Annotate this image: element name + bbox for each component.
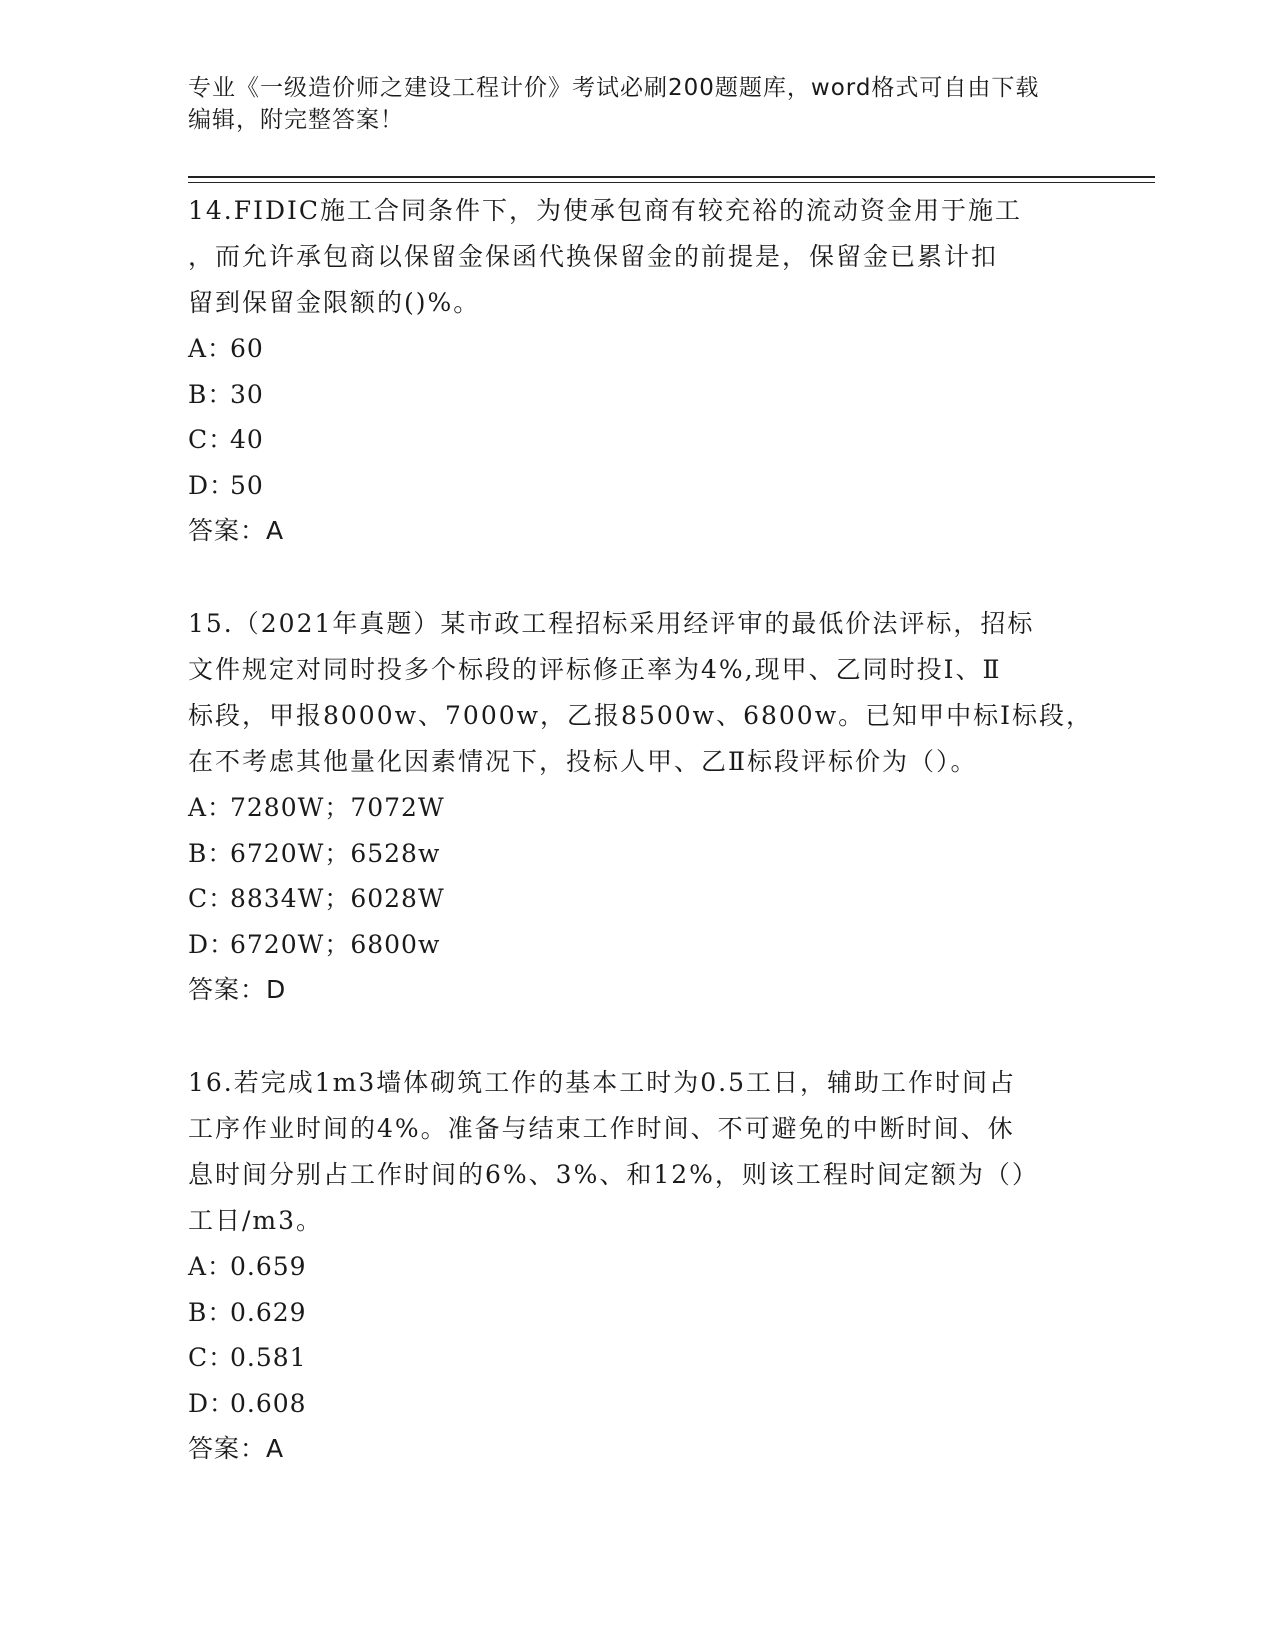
question-text-line: 16.若完成1m3墙体砌筑工作的基本工时为0.5工日，辅助工作时间占 (188, 1068, 1017, 1097)
header-divider-thin (188, 182, 1155, 183)
option-text: 0.629 (230, 1297, 307, 1327)
option-c (188, 1335, 1088, 1381)
option-text: 8834W；6028W (230, 884, 445, 913)
option-b (188, 372, 1088, 418)
option-text: 0.608 (230, 1388, 307, 1418)
header-line-1: 专业《一级造价师之建设工程计价》考试必刷200题题库，word格式可自由下载 (188, 75, 1040, 101)
option-letter: C： (188, 884, 235, 913)
option-letter: D： (188, 1388, 236, 1418)
question-text-line: 工序作业时间的4%。准备与结束工作时间、不可避免的中断时间、休 (188, 1114, 1015, 1143)
question-text-line: 留到保留金限额的()%。 (188, 288, 481, 317)
option-letter: D： (188, 929, 236, 959)
answer-line: 答案：D (188, 975, 287, 1004)
option-text: 0.581 (230, 1343, 307, 1372)
option-letter: A： (188, 1252, 234, 1281)
option-text: 0.659 (230, 1252, 307, 1281)
option-c (188, 417, 1088, 463)
document-header (188, 72, 1088, 136)
header-divider-thick (188, 176, 1155, 178)
question-text-line: 14.FIDIC施工合同条件下，为使承包商有较充裕的流动资金用于施工 (188, 196, 1023, 225)
option-letter: B： (188, 379, 234, 409)
question-text-line: 在不考虑其他量化因素情况下，投标人甲、乙Ⅱ标段评标价为（）。 (188, 747, 978, 776)
option-text: 40 (230, 425, 264, 454)
option-text: 60 (230, 334, 264, 363)
question-text-line: 标段，甲报8000w、7000w，乙报8500w、6800w。已知甲中标Ⅰ标段， (188, 701, 1093, 730)
answer-line: 答案：A (188, 1434, 285, 1463)
question-text-line: ，而允许承包商以保留金保函代换保留金的前提是，保留金已累计扣 (188, 242, 999, 271)
option-b (188, 1290, 1088, 1336)
option-a (188, 326, 1088, 372)
option-letter: B： (188, 1297, 234, 1327)
answer-line: 答案：A (188, 516, 285, 545)
option-b (188, 831, 1088, 877)
question-text-line: 工日/m3。 (188, 1206, 324, 1235)
option-letter: D： (188, 470, 236, 500)
option-c (188, 876, 1088, 922)
option-d (188, 1381, 1088, 1427)
option-d (188, 922, 1088, 968)
option-text: 6720W；6800w (230, 929, 441, 959)
option-letter: C： (188, 425, 235, 454)
question-text-line: 文件规定对同时投多个标段的评标修正率为4%,现甲、乙同时投Ⅰ、Ⅱ (188, 655, 1002, 684)
option-text: 50 (230, 470, 264, 500)
option-letter: C： (188, 1343, 235, 1372)
option-text: 7280W；7072W (230, 793, 445, 822)
option-d (188, 463, 1088, 509)
question-text-line: 15.（2021年真题）某市政工程招标采用经评审的最低价法评标，招标 (188, 609, 1035, 638)
question-16 (188, 1060, 1088, 1472)
option-a (188, 785, 1088, 831)
question-14 (188, 188, 1088, 554)
question-15 (188, 601, 1093, 1013)
option-letter: B： (188, 838, 234, 868)
option-letter: A： (188, 334, 234, 363)
option-letter: A： (188, 793, 234, 822)
option-a (188, 1244, 1088, 1290)
option-text: 6720W；6528w (230, 838, 441, 868)
header-line-2: 编辑，附完整答案！ (188, 107, 404, 133)
option-text: 30 (230, 379, 264, 409)
question-text-line: 息时间分别占工作时间的6%、3%、和12%，则该工程时间定额为（） (188, 1160, 1039, 1189)
